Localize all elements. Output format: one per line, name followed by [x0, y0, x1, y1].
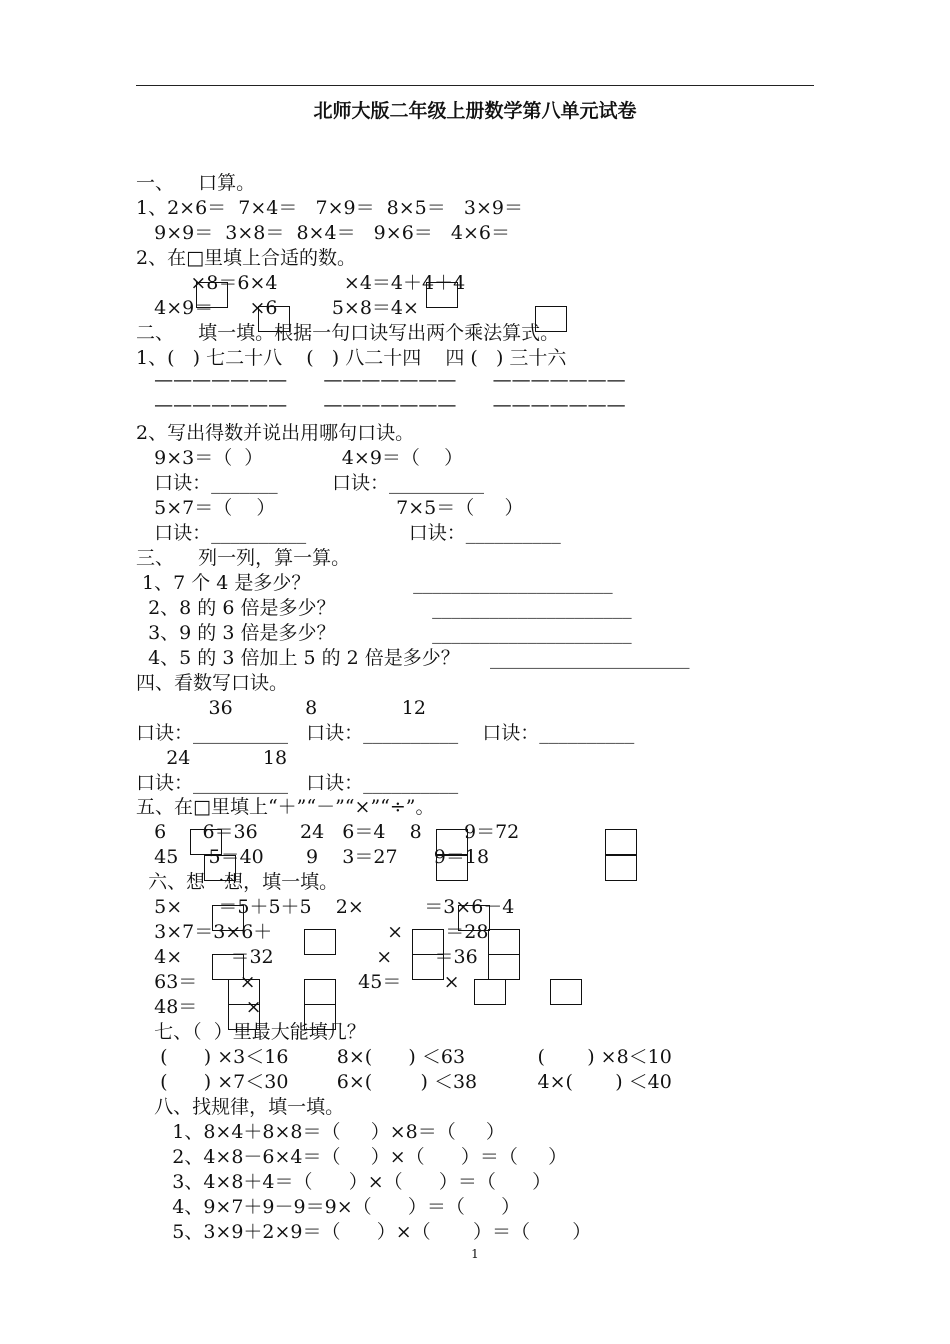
mnemonic-row: 1、( ) 七二十八 ( ) 八二十四 四 ( ) 三十六: [136, 347, 567, 369]
answer-box[interactable]: [535, 306, 567, 332]
oral-calc-row-2: 9×9＝ 3×8＝ 8×4＝ 9×6＝ 4×6＝: [136, 222, 510, 244]
word-problem-2: 2、8 的 6 倍是多少？ _____________________: [136, 597, 632, 619]
section-3-heading: 三、 列一列，算一算。: [136, 547, 351, 569]
pattern-row-2: 2、4×8－6×4＝（ ）×（ ）＝（ ）: [136, 1146, 568, 1168]
word-problem-3: 3、9 的 3 倍是多少？ _____________________: [136, 622, 632, 644]
section-2-heading: 二、 填一填。根据一句口诀写出两个乘法算式。: [136, 322, 560, 344]
pattern-row-5: 5、3×9＋2×9＝（ ）×（ ）＝（ ）: [136, 1221, 592, 1243]
think-row-1: 5× ＝5＋5＋5 2× ＝3×6－4: [136, 896, 515, 918]
think-row-2: 3×7＝3×6＋ × ＝28: [136, 921, 489, 943]
top-rule: [136, 85, 814, 86]
page-number: 1: [471, 1247, 479, 1261]
section-7-heading: 七、（ ）里最大能填几？: [136, 1021, 366, 1043]
answer-box[interactable]: [228, 1004, 260, 1030]
pattern-row-4: 4、9×7＋9－9＝9×（ ）＝（ ）: [136, 1196, 521, 1218]
answer-box[interactable]: [474, 979, 506, 1005]
result-row-2: 5×7＝（ ） 7×5＝（ ）: [136, 497, 524, 519]
answer-box[interactable]: [550, 979, 582, 1005]
operator-box[interactable]: [436, 855, 468, 881]
answer-box[interactable]: [304, 929, 336, 955]
answer-box[interactable]: [488, 929, 520, 955]
pattern-row-3: 3、4×8＋4＝（ ）×（ ）＝（ ）: [136, 1171, 552, 1193]
answer-lines-2: ——————— ——————— ———————: [136, 394, 626, 416]
numbers-row-2: 24 18: [136, 747, 288, 769]
max-fill-row-2: ( ) ×7＜30 6×( ) ＜38 4×( ) ＜40: [136, 1071, 672, 1093]
answer-box[interactable]: [212, 905, 244, 931]
section-4-heading: 四、看数写口诀。: [136, 672, 289, 694]
answer-box[interactable]: [412, 954, 444, 980]
fill-box-row-2: 4×9＝ ×6 5×8＝4×: [136, 297, 419, 319]
answer-box[interactable]: [426, 282, 458, 308]
mnemonic-blank-row-1: 口诀：_______ 口诀：__________: [136, 472, 484, 494]
answer-box[interactable]: [304, 979, 336, 1005]
fill-box-row-1: ×8＝6×4 ×4＝4＋4＋4: [136, 272, 466, 294]
answer-lines-1: ——————— ——————— ———————: [136, 369, 626, 391]
answer-box[interactable]: [258, 306, 290, 332]
think-row-3: 4× ＝32 × ＝36: [136, 946, 478, 968]
answer-box[interactable]: [196, 282, 228, 308]
word-problem-1: 1、7 个 4 是多少？ _____________________: [136, 572, 613, 594]
section-6-heading: 六、想一想，填一填。: [136, 871, 339, 893]
operator-box[interactable]: [190, 829, 222, 855]
pattern-row-1: 1、8×4＋8×8＝（ ）×8＝（ ）: [136, 1121, 505, 1143]
operator-box[interactable]: [605, 829, 637, 855]
max-fill-row-1: ( ) ×3＜16 8×( ) ＜63 ( ) ×8＜10: [136, 1046, 672, 1068]
result-row-1: 9×3＝（ ） 4×9＝（ ）: [136, 447, 464, 469]
operator-box[interactable]: [204, 855, 236, 881]
numbers-row-1: 36 8 12: [136, 697, 426, 719]
mnemonic-blanks-row-1: 口诀：__________ 口诀：__________ 口诀：__________: [136, 722, 635, 744]
answer-box[interactable]: [412, 929, 444, 955]
oral-calc-row-1: 1、2×6＝ 7×4＝ 7×9＝ 8×5＝ 3×9＝: [136, 197, 523, 219]
operator-box[interactable]: [605, 855, 637, 881]
think-row-5: 48＝ ×: [136, 996, 262, 1018]
mnemonic-blanks-row-2: 口诀：__________ 口诀：__________: [136, 772, 459, 794]
think-row-4: 63＝ × 45＝ ×: [136, 971, 460, 993]
answer-box[interactable]: [304, 1004, 336, 1030]
fill-box-heading: 2、在□里填上合适的数。: [136, 247, 357, 269]
mnemonic-blank-row-2: 口诀：__________ 口诀：__________: [136, 522, 561, 544]
answer-box[interactable]: [458, 905, 490, 931]
operator-row-2: 45 5＝40 9 3＝27 9＝18: [136, 846, 490, 868]
answer-box[interactable]: [212, 954, 244, 980]
section-5-heading: 五、在□里填上“＋”“－”“×”“÷”。: [136, 796, 435, 818]
word-problem-4: 4、5 的 3 倍加上 5 的 2 倍是多少？ _____________________: [136, 647, 690, 669]
section-1-heading: 一、 口算。: [136, 172, 256, 194]
operator-box[interactable]: [436, 829, 468, 855]
answer-box[interactable]: [488, 954, 520, 980]
answer-box[interactable]: [228, 979, 260, 1005]
operator-row-1: 6 6＝36 24 6＝4 8 9＝72: [136, 821, 520, 843]
section-8-heading: 八、找规律，填一填。: [136, 1096, 345, 1118]
page-title: 北师大版二年级上册数学第八单元试卷: [313, 100, 637, 122]
write-result-heading: 2、写出得数并说出用哪句口诀。: [136, 422, 415, 444]
